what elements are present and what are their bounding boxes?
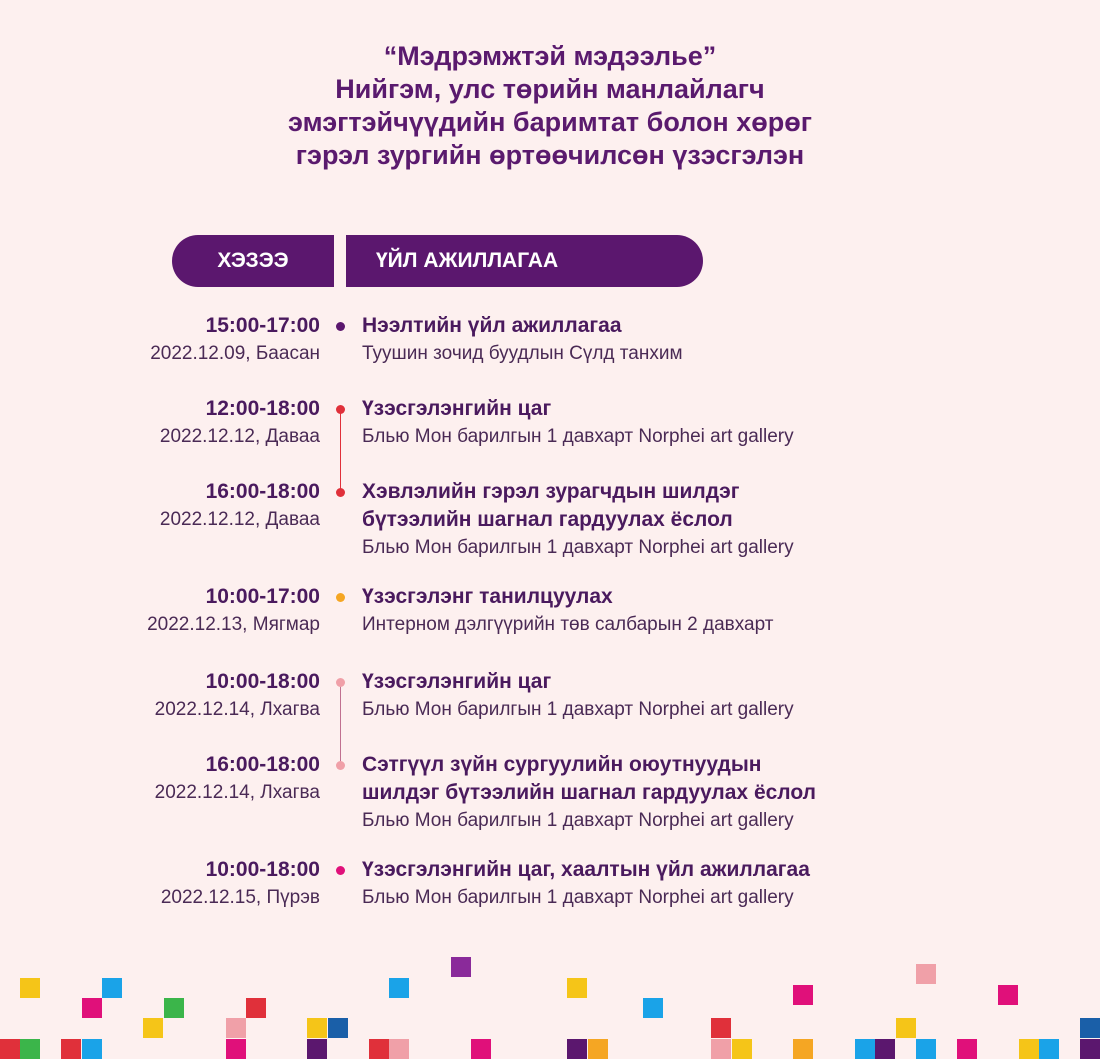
pixel-square bbox=[328, 1018, 348, 1038]
pixel-square bbox=[82, 1039, 102, 1059]
pixel-square bbox=[732, 1039, 752, 1059]
title-line-4: гэрэл зургийн өртөөчилсөн үзэсгэлэн bbox=[295, 140, 805, 170]
timeline-connector bbox=[340, 410, 341, 492]
timeline-dot bbox=[336, 866, 345, 875]
timeline-dot bbox=[336, 322, 345, 331]
event-activity-line-2: шилдэг бүтээлийн шагнал гардуулах ёслол bbox=[362, 781, 817, 804]
timeline-dot bbox=[336, 761, 345, 770]
event-venue: Блью Мон барилгын 1 давхарт Norphei art gallery bbox=[362, 537, 794, 558]
pixel-square bbox=[451, 957, 471, 977]
timeline-dot bbox=[336, 593, 345, 602]
event-activity: Нээлтийн үйл ажиллагаа bbox=[362, 314, 622, 337]
pixel-square bbox=[102, 978, 122, 998]
event-date: 2022.12.09, Баасан bbox=[150, 343, 320, 364]
pixel-square bbox=[164, 998, 184, 1018]
pixel-square bbox=[711, 1018, 731, 1038]
pixel-square bbox=[307, 1018, 327, 1038]
event-venue: Блью Мон барилгын 1 давхарт Norphei art gallery bbox=[362, 887, 794, 908]
event-date: 2022.12.12, Даваа bbox=[159, 509, 320, 530]
timeline-dot bbox=[336, 488, 345, 497]
pixel-square bbox=[246, 998, 266, 1018]
pixel-square bbox=[916, 964, 936, 984]
pixel-square bbox=[20, 978, 40, 998]
event-activity: Үзэсгэлэнг танилцуулах bbox=[362, 585, 613, 608]
header-when: ХЭЗЭЭ bbox=[172, 235, 334, 287]
event-venue: Блью Мон барилгын 1 давхарт Norphei art gallery bbox=[362, 810, 794, 831]
page-title bbox=[0, 40, 1100, 172]
pixel-square bbox=[957, 1039, 977, 1059]
header-what: ҮЙЛ АЖИЛЛАГАА bbox=[346, 235, 703, 287]
event-activity: Сэтгүүл зүйн сургуулийн оюутнуудын bbox=[362, 753, 762, 776]
pixel-square bbox=[389, 1039, 409, 1059]
pixel-square bbox=[998, 985, 1018, 1005]
pixel-square bbox=[389, 978, 409, 998]
event-date: 2022.12.13, Мягмар bbox=[147, 614, 320, 635]
pixel-square bbox=[20, 1039, 40, 1059]
event-time: 15:00-17:00 bbox=[205, 314, 320, 337]
pixel-square bbox=[61, 1039, 81, 1059]
event-time: 10:00-18:00 bbox=[205, 858, 320, 881]
timeline-connector bbox=[340, 682, 341, 764]
title-line-3: эмэгтэйчүүдийн баримтат болон хөрөг bbox=[288, 107, 812, 137]
pixel-square bbox=[226, 1018, 246, 1038]
pixel-square bbox=[855, 1039, 875, 1059]
pixel-square bbox=[471, 1039, 491, 1059]
event-venue: Блью Мон барилгын 1 давхарт Norphei art gallery bbox=[362, 699, 794, 720]
pixel-square bbox=[226, 1039, 246, 1059]
event-time: 12:00-18:00 bbox=[205, 397, 320, 420]
pixel-square bbox=[1039, 1039, 1059, 1059]
pixel-square bbox=[307, 1039, 327, 1059]
event-venue: Блью Мон барилгын 1 давхарт Norphei art gallery bbox=[362, 426, 794, 447]
title-line-1: “Мэдрэмжтэй мэдээлье” bbox=[383, 41, 717, 71]
event-activity-line-2: бүтээлийн шагнал гардуулах ёслол bbox=[362, 508, 733, 531]
pixel-square bbox=[1080, 1039, 1100, 1059]
pixel-square bbox=[896, 1018, 916, 1038]
event-activity: Үзэсгэлэнгийн цаг bbox=[362, 397, 552, 420]
event-time: 16:00-18:00 bbox=[205, 480, 320, 503]
pixel-square bbox=[143, 1018, 163, 1038]
event-time: 10:00-17:00 bbox=[205, 585, 320, 608]
pixel-square bbox=[1019, 1039, 1039, 1059]
event-date: 2022.12.14, Лхагва bbox=[154, 782, 320, 803]
event-venue: Интерном дэлгүүрийн төв салбарын 2 давхарт bbox=[362, 614, 774, 635]
event-activity: Үзэсгэлэнгийн цаг, хаалтын үйл ажиллагаа bbox=[362, 858, 810, 881]
pixel-square bbox=[567, 978, 587, 998]
pixel-square bbox=[1080, 1018, 1100, 1038]
title-line-2: Нийгэм, улс төрийн манлайлагч bbox=[335, 74, 765, 104]
timeline-dot bbox=[336, 678, 345, 687]
pixel-square bbox=[567, 1039, 587, 1059]
pixel-square bbox=[588, 1039, 608, 1059]
timeline-dot bbox=[336, 405, 345, 414]
pixel-square bbox=[0, 1039, 20, 1059]
event-date: 2022.12.14, Лхагва bbox=[154, 699, 320, 720]
pixel-square bbox=[875, 1039, 895, 1059]
event-activity: Хэвлэлийн гэрэл зурагчдын шилдэг bbox=[362, 480, 740, 503]
event-date: 2022.12.15, Пүрэв bbox=[160, 887, 320, 908]
pixel-square bbox=[82, 998, 102, 1018]
pixel-square bbox=[793, 1039, 813, 1059]
pixel-square bbox=[711, 1039, 731, 1059]
event-date: 2022.12.12, Даваа bbox=[159, 426, 320, 447]
pixel-square bbox=[793, 985, 813, 1005]
event-time: 16:00-18:00 bbox=[205, 753, 320, 776]
pixel-square bbox=[916, 1039, 936, 1059]
pixel-square bbox=[643, 998, 663, 1018]
pixel-square bbox=[369, 1039, 389, 1059]
event-activity: Үзэсгэлэнгийн цаг bbox=[362, 670, 552, 693]
event-time: 10:00-18:00 bbox=[205, 670, 320, 693]
event-venue: Туушин зочид буудлын Сүлд танхим bbox=[362, 343, 683, 364]
